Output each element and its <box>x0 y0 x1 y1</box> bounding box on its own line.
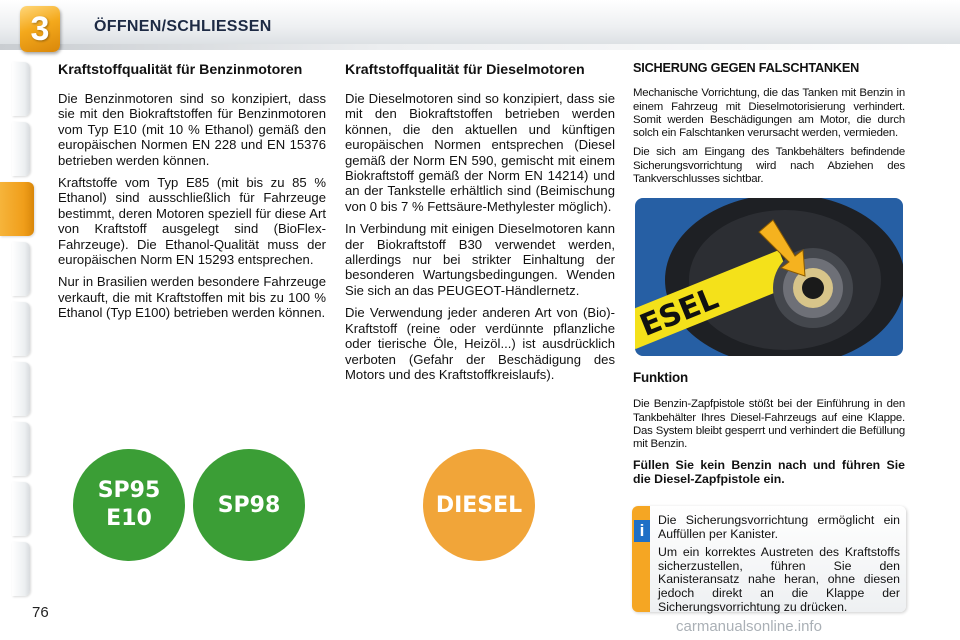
fuel-badge-sp98 <box>193 449 305 561</box>
chapter-tab-4[interactable] <box>12 242 30 296</box>
info-box <box>632 506 906 612</box>
paragraph: Nur in Brasilien werden besondere Fahrzeuge verkauft, die mit Kraftstoffen mit bis zu 100 % Ethanol (Typ E100) betrieben werden können. <box>58 274 326 321</box>
fuel-filler-photo <box>635 198 903 356</box>
column-petrol-fuel <box>58 62 326 328</box>
info-icon: i <box>634 520 650 542</box>
heading-petrol-fuel: Kraftstoffqualität für Benzinmotoren <box>58 62 303 78</box>
fuel-badge-diesel <box>423 449 535 561</box>
paragraph: Die Sicherungsvorrichtung ermöglicht ein Auffüllen per Kanister. <box>658 513 900 541</box>
paragraph: Die Benzinmotoren sind so konzipiert, dass sie mit den Biokraftstoffen für Benzinmotoren vom Typ E10 (mit 10 % Ethanol) gemäß den europäischen Normen EN 228 und EN 15376 betrieben werden können. <box>58 91 326 168</box>
chapter-title: ÖFFNEN/SCHLIESSEN <box>94 18 272 35</box>
paragraph: Um ein korrektes Austreten des Kraftstoffs sicherzustellen, führen Sie den Kanisteransatz nahe heran, ohne diesen jedoch direkt an die Klappe der Sicherungsvorrichtung zu drücken. <box>658 545 900 614</box>
column-diesel-fuel <box>345 62 615 389</box>
chapter-tab-7[interactable] <box>12 422 30 476</box>
badge-text: SP98 <box>217 492 281 518</box>
chapter-tab-5[interactable] <box>12 302 30 356</box>
photo-label-text: ESEL <box>635 281 724 345</box>
fuel-badge-sp95-e10 <box>73 449 185 561</box>
badge-text: DIESEL <box>435 492 523 518</box>
chapter-tab-1[interactable] <box>12 62 30 116</box>
chapter-tab-2[interactable] <box>12 122 30 176</box>
heading-misfuel-protection: SICHERUNG GEGEN FALSCHTANKEN <box>633 61 860 75</box>
chapter-tab-3-active[interactable] <box>0 182 34 236</box>
heading-diesel-fuel: Kraftstoffqualität für Dieselmotoren <box>345 62 585 78</box>
column-misfuel-protection <box>633 62 905 492</box>
paragraph: In Verbindung mit einigen Dieselmotoren kann der Biokraftstoff B30 verwendet werden, allerdings nur bei strikter Einhaltung der besonderen Wartungsbedingungen. Wenden Sie sich an das PEUGEOT-Händlernetz. <box>345 221 615 298</box>
badge-text: E10 <box>106 506 152 531</box>
info-text <box>658 514 900 619</box>
chapter-tab-8[interactable] <box>12 482 30 536</box>
page-header <box>0 0 960 62</box>
watermark: carmanualsonline.info <box>676 618 822 635</box>
chapter-tab-6[interactable] <box>12 362 30 416</box>
paragraph: Mechanische Vorrichtung, die das Tanken mit Benzin in einem Fahrzeug mit Dieselmotorisierung verhindert. Somit werden Beschädigungen am Motor, die durch solch ein Falschtanken verursacht werden, vermieden. <box>633 87 905 140</box>
header-stripe <box>0 44 960 50</box>
paragraph: Die Dieselmotoren sind so konzipiert, dass sie mit den Biokraftstoffen betrieben werden können, die den aktuellen und künftigen europäischen Normen entsprechen (Diesel gemäß der Norm EN 590, gemischt mit einem Biokraftstoff gemäß der Norm EN 14214) und an der Tankstelle erhältlich sind (Beimischung von 0 bis 7 % Fettsäure-Methylester möglich). <box>345 91 615 214</box>
chapter-number-badge: 3 <box>20 6 60 52</box>
paragraph: Die Benzin-Zapfpistole stößt bei der Einführung in den Tankbehälter Ihres Diesel-Fahrzeugs auf eine Klappe. Das System bleibt gesperrt und verhindert die Befüllung mit Benzin. <box>633 398 905 451</box>
chapter-tabs <box>0 62 44 582</box>
warning-text: Füllen Sie kein Benzin nach und führen Sie die Diesel-Zapfpistole ein. <box>633 457 905 486</box>
paragraph: Die sich am Eingang des Tankbehälters befindende Sicherungsvorrichtung wird nach Abziehen des Tankverschlusses sichtbar. <box>633 146 905 186</box>
badge-text: SP95 <box>97 478 161 503</box>
chapter-tab-9[interactable] <box>12 542 30 596</box>
page-number: 76 <box>32 604 49 621</box>
heading-function: Funktion <box>633 370 688 386</box>
paragraph: Kraftstoffe vom Typ E85 (mit bis zu 85 % Ethanol) sind ausschließlich für Fahrzeuge bestimmt, deren Motoren speziell für diese Art von Kraftstoff ausgelegt sind (BioFlex-Fahrzeuge). Die Ethanol-Qualität muss der europäischen Norm EN 15293 entsprechen. <box>58 175 326 268</box>
paragraph: Die Verwendung jeder anderen Art von (Bio)-Kraftstoff (reine oder verdünnte pflanzliche oder tierische Öle, Heizöl...) ist ausdrücklich verboten (Gefahr der Beschädigung des Motors und des Kraftstoffkreislaufs). <box>345 305 615 382</box>
